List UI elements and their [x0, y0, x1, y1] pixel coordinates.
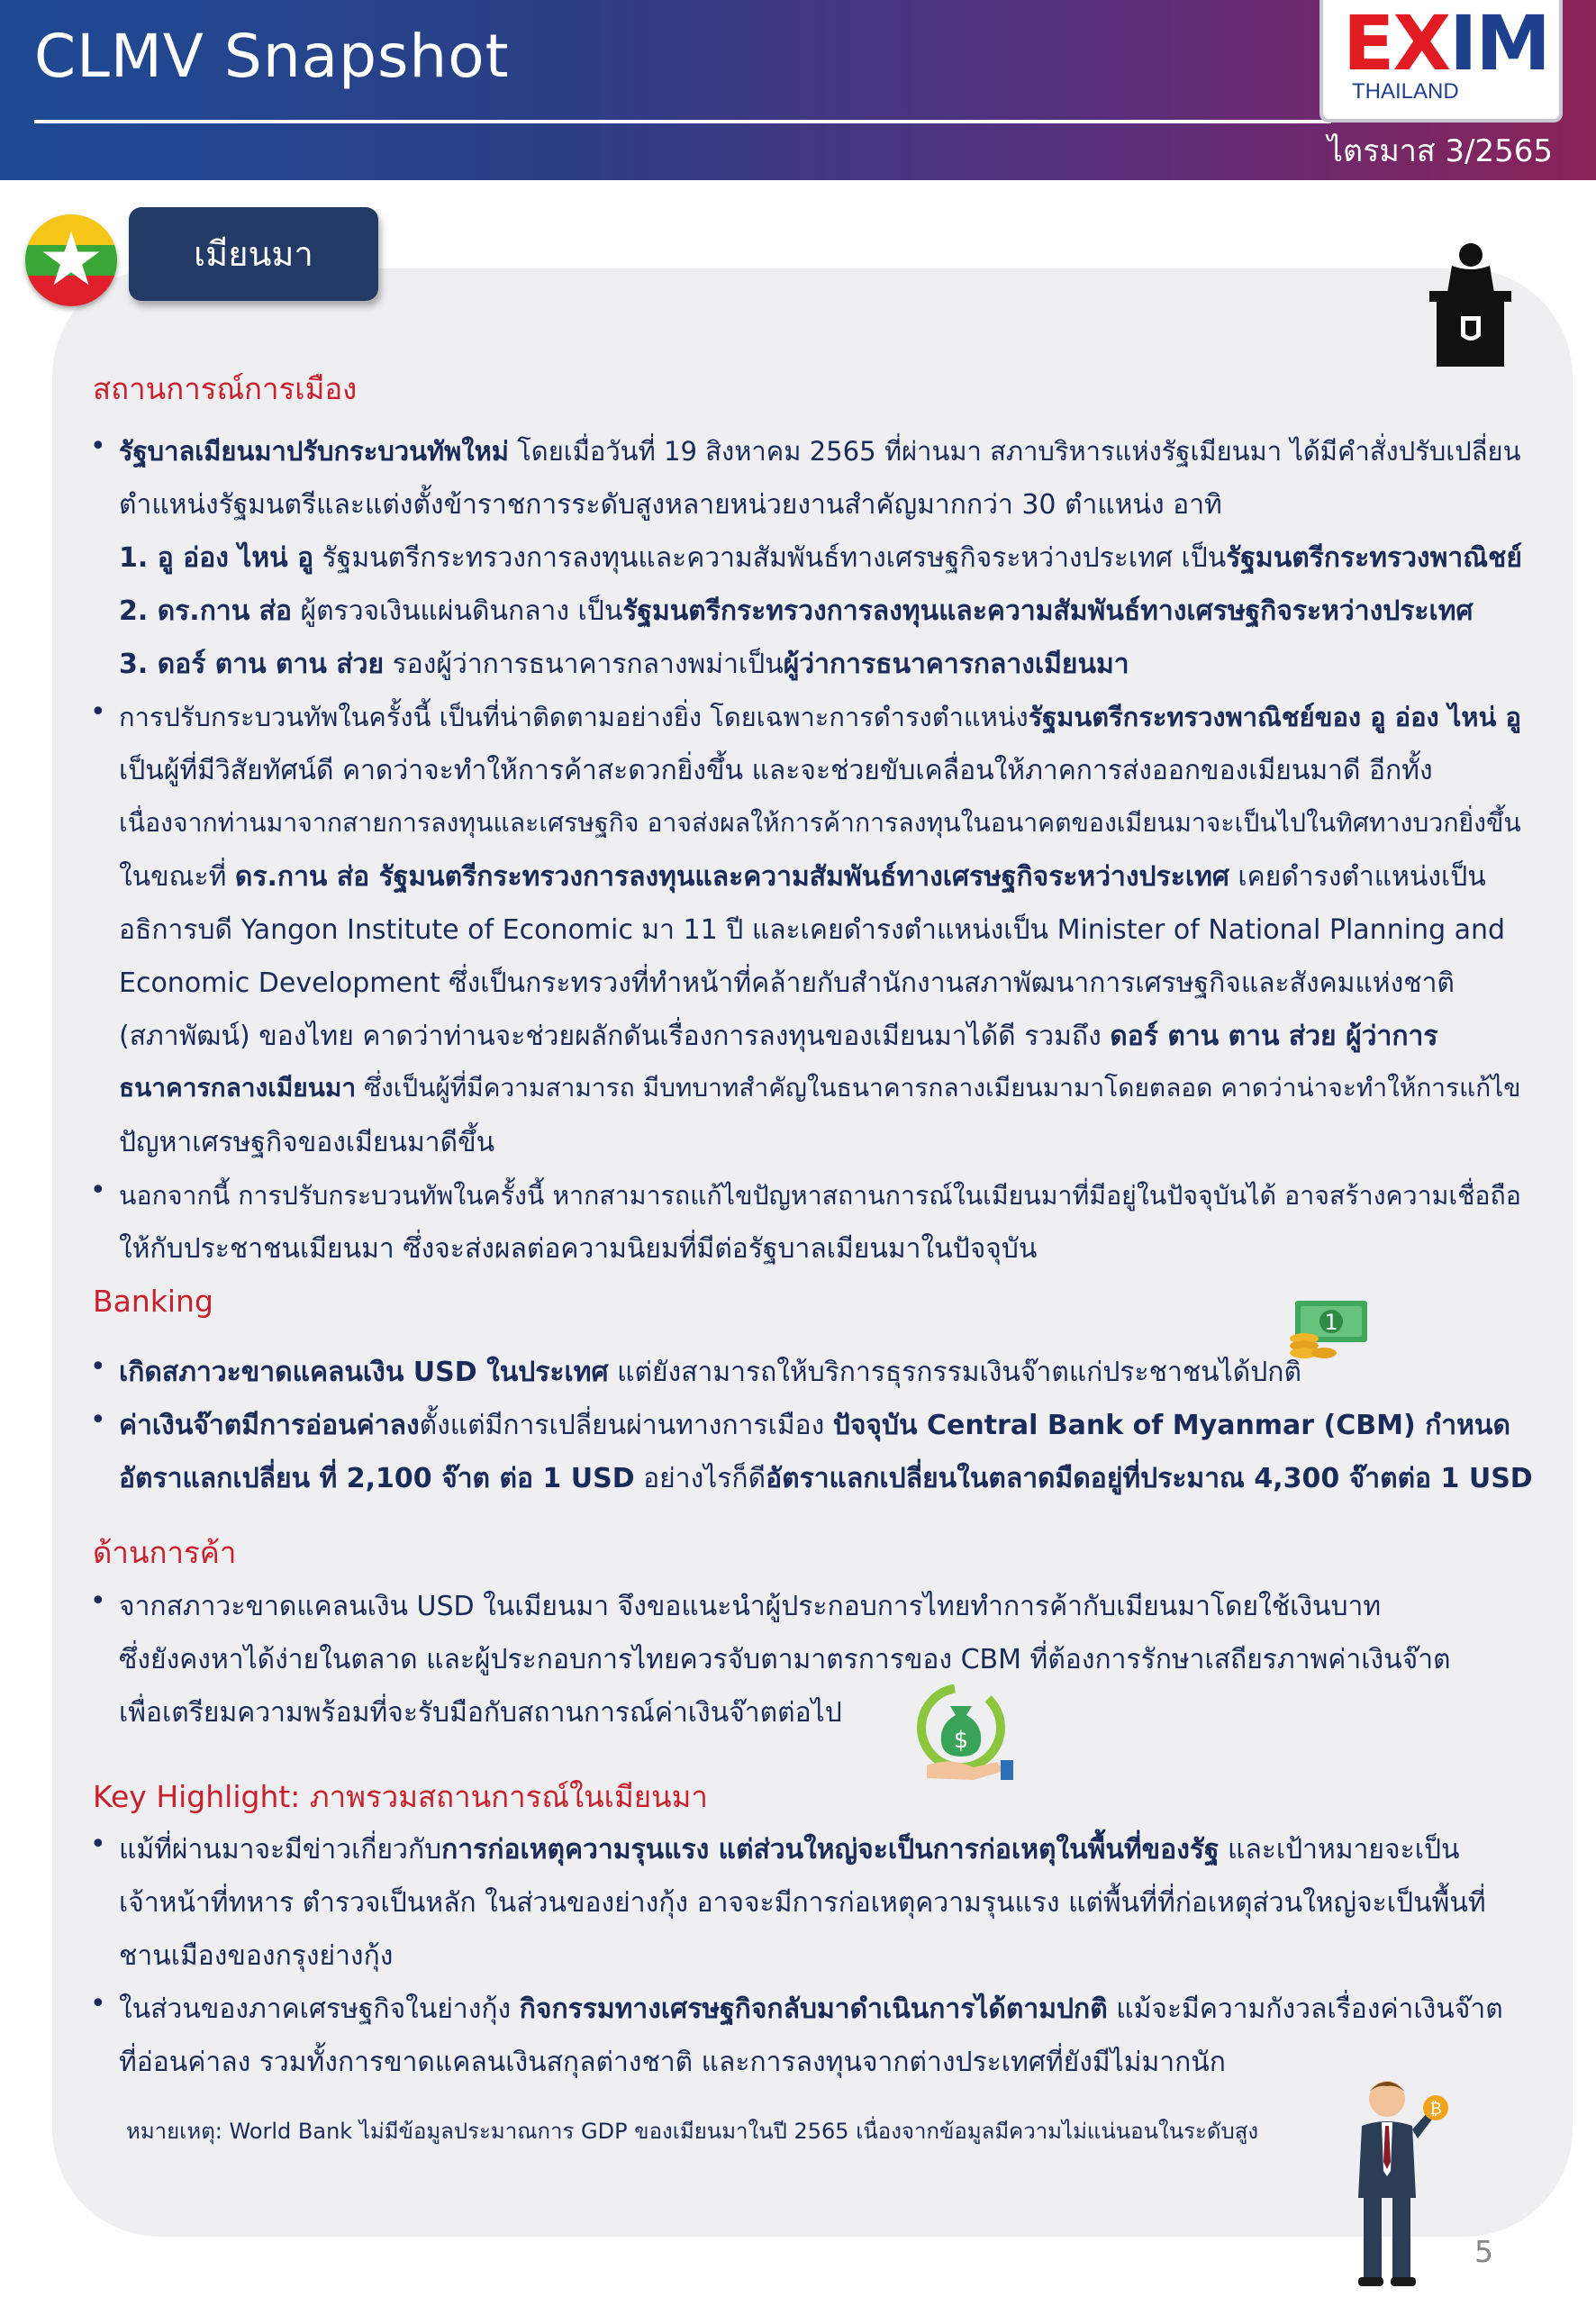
- businessman-bitcoin-icon: [1342, 2072, 1450, 2288]
- paragraph-line: การปรับกระบวนทัพในครั้งนี้ เป็นที่น่าติดตามอย่างยิ่ง โดยเฉพาะการดำรงตำแหน่งรัฐมนตรีกระทรวงพาณิชย์ของ อู อ่อง ไหน่ อู: [119, 702, 1521, 732]
- bullet-icon: •: [90, 1988, 106, 2020]
- paragraph-line: รัฐบาลเมียนมาปรับกระบวนทัพใหม่ โดยเมื่อวันที่ 19 สิงหาคม 2565 ที่ผ่านมา สภาบริหารแห่งรัฐเมียนมา ได้มีคำสั่งปรับเปลี่ยน: [119, 436, 1521, 467]
- paragraph-line: นอกจากนี้ การปรับกระบวนทัพในครั้งนี้ หากสามารถแก้ไขปัญหาสถานการณ์ในเมียนมาที่มีอยู่ในปัจจุบันได้ อาจสร้างความเชื่อถือ: [119, 1181, 1521, 1211]
- list-item: 2. ดร.กาน ส่อ ผู้ตรวจเงินแผ่นดินกลาง เป็นรัฐมนตรีกระทรวงการลงทุนและความสัมพันธ์ทางเศรษฐกิจระหว่างประเทศ: [119, 595, 1474, 627]
- footnote: หมายเหตุ: World Bank ไม่มีข้อมูลประมาณการ GDP ของเมียนมาในปี 2565 เนื่องจากข้อมูลมีความไม่แน่นอนในระดับสูง: [126, 2119, 1259, 2144]
- exim-thailand-logo: [1319, 0, 1563, 123]
- bullet-icon: •: [90, 1585, 106, 1617]
- country-name: เมียนมา: [194, 234, 313, 274]
- paragraph-line: อัตราแลกเปลี่ยน ที่ 2,100 จ๊าต ต่อ 1 USD อย่างไรก็ดีอัตราแลกเปลี่ยนในตลาดมืดอยู่ที่ประมาณ 4,300 จ๊าตต่อ 1 USD: [119, 1463, 1533, 1494]
- logo-letters-im: IM: [1449, 0, 1549, 87]
- quarter-label: ไตรมาส 3/2565: [1327, 133, 1553, 169]
- paragraph-line: ตำแหน่งรัฐมนตรีและแต่งตั้งข้าราชการระดับสูงหลายหน่วยงานสำคัญมากกว่า 30 ตำแหน่ง อาทิ: [119, 489, 1222, 521]
- paragraph-line: (สภาพัฒน์) ของไทย คาดว่าท่านจะช่วยผลักดันเรื่องการลงทุนของเมียนมาได้ดี รวมถึง ดอร์ ตาน ตาน ส่วย ผู้ว่าการ: [119, 1021, 1438, 1052]
- paragraph-line: ชานเมืองของกรุงย่างกุ้ง: [119, 1940, 394, 1972]
- header-banner: [0, 0, 1596, 180]
- paragraph-line: ซึ่งยังคงหาได้ง่ายในตลาด และผู้ประกอบการไทยควรจับตามาตรการของ CBM ที่ต้องการรักษาเสถียรภาพค่าเงินจ๊าต: [119, 1644, 1451, 1675]
- paragraph-line: เป็นผู้ที่มีวิสัยทัศน์ดี คาดว่าจะทำให้การค้าสะดวกยิ่งขึ้น และจะช่วยขับเคลื่อนให้ภาคการส่งออกของเมียนมาดี อีกทั้ง: [119, 755, 1433, 786]
- paragraph-line: จากสภาวะขาดแคลนเงิน USD ในเมียนมา จึงขอแนะนำผู้ประกอบการไทยทำการค้ากับเมียนมาโดยใช้เงินบาท: [119, 1591, 1382, 1622]
- paragraph-line: ในส่วนของภาคเศรษฐกิจในย่างกุ้ง กิจกรรมทางเศรษฐกิจกลับมาดำเนินการได้ตามปกติ แม้จะมีความกังวลเรื่องค่าเงินจ๊าต: [119, 1993, 1503, 2025]
- paragraph-line: ค่าเงินจ๊าตมีการอ่อนค่าลงตั้งแต่มีการเปลี่ยนผ่านทางการเมือง ปัจจุบัน Central Bank of Myanmar (CBM) กำหนด: [119, 1410, 1510, 1441]
- podium-icon: [1428, 230, 1513, 369]
- bullet-icon: •: [90, 431, 106, 462]
- svg-text:1: 1: [1324, 1310, 1338, 1335]
- page-title: CLMV Snapshot: [34, 22, 510, 91]
- section-heading-banking: Banking: [93, 1284, 213, 1319]
- header-divider: [34, 120, 1331, 123]
- svg-text:$: $: [953, 1727, 969, 1754]
- logo-letter-x: X: [1392, 0, 1450, 87]
- bullet-icon: •: [90, 1829, 106, 1860]
- paragraph-line: ที่อ่อนค่าลง รวมทั้งการขาดแคลนเงินสกุลต่างชาติ และการลงทุนจากต่างประเทศที่ยังมีไม่มากนัก: [119, 2047, 1226, 2078]
- paragraph-line: Economic Development ซึ่งเป็นกระทรวงที่ทำหน้าที่คล้ายกับสำนักงานสภาพัฒนาการเศรษฐกิจและสังคมแห่งชาติ: [119, 967, 1455, 999]
- paragraph-line: เพื่อเตรียมความพร้อมที่จะรับมือกับสถานการณ์ค่าเงินจ๊าตต่อไป: [119, 1697, 842, 1729]
- money-bag-hand-icon: [914, 1684, 1015, 1784]
- paragraph-line: ปัญหาเศรษฐกิจของเมียนมาดีขึ้น: [119, 1127, 495, 1158]
- bullet-icon: •: [90, 696, 106, 728]
- paragraph-line: แม้ที่ผ่านมาจะมีข่าวเกี่ยวกับการก่อเหตุความรุนแรง แต่ส่วนใหญ่จะเป็นการก่อเหตุในพื้นที่ของรัฐ และเป้าหมายจะเป็น: [119, 1834, 1460, 1866]
- paragraph-line: เนื่องจากท่านมาจากสายการลงทุนและเศรษฐกิจ อาจส่งผลให้การค้าการลงทุนในอนาคตของเมียนมาจะเป็นไปในทิศทางบวกยิ่งขึ้น: [119, 808, 1521, 838]
- country-tab: [129, 207, 378, 301]
- paragraph-line: ในขณะที่ ดร.กาน ส่อ รัฐมนตรีกระทรวงการลงทุนและความสัมพันธ์ทางเศรษฐกิจระหว่างประเทศ เคยดำรงตำแหน่งเป็น: [119, 861, 1486, 893]
- section-heading-trade: ด้านการค้า: [93, 1535, 237, 1570]
- paragraph-line: เกิดสภาวะขาดแคลนเงิน USD ในประเทศ แต่ยังสามารถให้บริการธุรกรรมเงินจ๊าตแก่ประชาชนได้ปกติ: [119, 1357, 1301, 1388]
- bullet-icon: •: [90, 1351, 106, 1383]
- paragraph-line: เจ้าหน้าที่ทหาร ตำรวจเป็นหลัก ในส่วนของย่างกุ้ง อาจจะมีการก่อเหตุความรุนแรง แต่พื้นที่ที่ก่อเหตุส่วนใหญ่จะเป็นพื้นที่: [119, 1887, 1486, 1919]
- page-number: 5: [1474, 2234, 1493, 2269]
- list-item: 3. ดอร์ ตาน ตาน ส่วย รองผู้ว่าการธนาคารกลางพม่าเป็นผู้ว่าการธนาคารกลางเมียนมา: [119, 649, 1129, 680]
- section-heading-politics: สถานการณ์การเมือง: [93, 371, 358, 406]
- list-item: 1. อู อ่อง ไหน่ อู รัฐมนตรีกระทรวงการลงทุนและความสัมพันธ์ทางเศรษฐกิจระหว่างประเทศ เป็นรัฐมนตรีกระทรวงพาณิชย์: [119, 542, 1522, 574]
- logo-subtitle: THAILAND: [1352, 79, 1459, 104]
- section-heading-key-highlight: Key Highlight: ภาพรวมสถานการณ์ในเมียนมา: [93, 1779, 708, 1814]
- bullet-icon: •: [90, 1175, 106, 1206]
- paragraph-line: ธนาคารกลางเมียนมา ซึ่งเป็นผู้ที่มีความสามารถ มีบทบาทสำคัญในธนาคารกลางเมียนมามาโดยตลอด คาดว่าน่าจะทำให้การแก้ไข: [119, 1073, 1521, 1103]
- svg-text:₿: ₿: [1429, 2100, 1442, 2119]
- myanmar-flag-icon: ★: [25, 214, 117, 306]
- bullet-icon: •: [90, 1404, 106, 1436]
- logo-letter-e: E: [1343, 0, 1393, 87]
- paragraph-line: ให้กับประชาชนเมียนมา ซึ่งจะส่งผลต่อความนิยมที่มีต่อรัฐบาลเมียนมาในปัจจุบัน: [119, 1233, 1038, 1265]
- paragraph-line: อธิการบดี Yangon Institute of Economic มา 11 ปี และเคยดำรงตำแหน่งเป็น Minister of National Planning and: [119, 914, 1506, 946]
